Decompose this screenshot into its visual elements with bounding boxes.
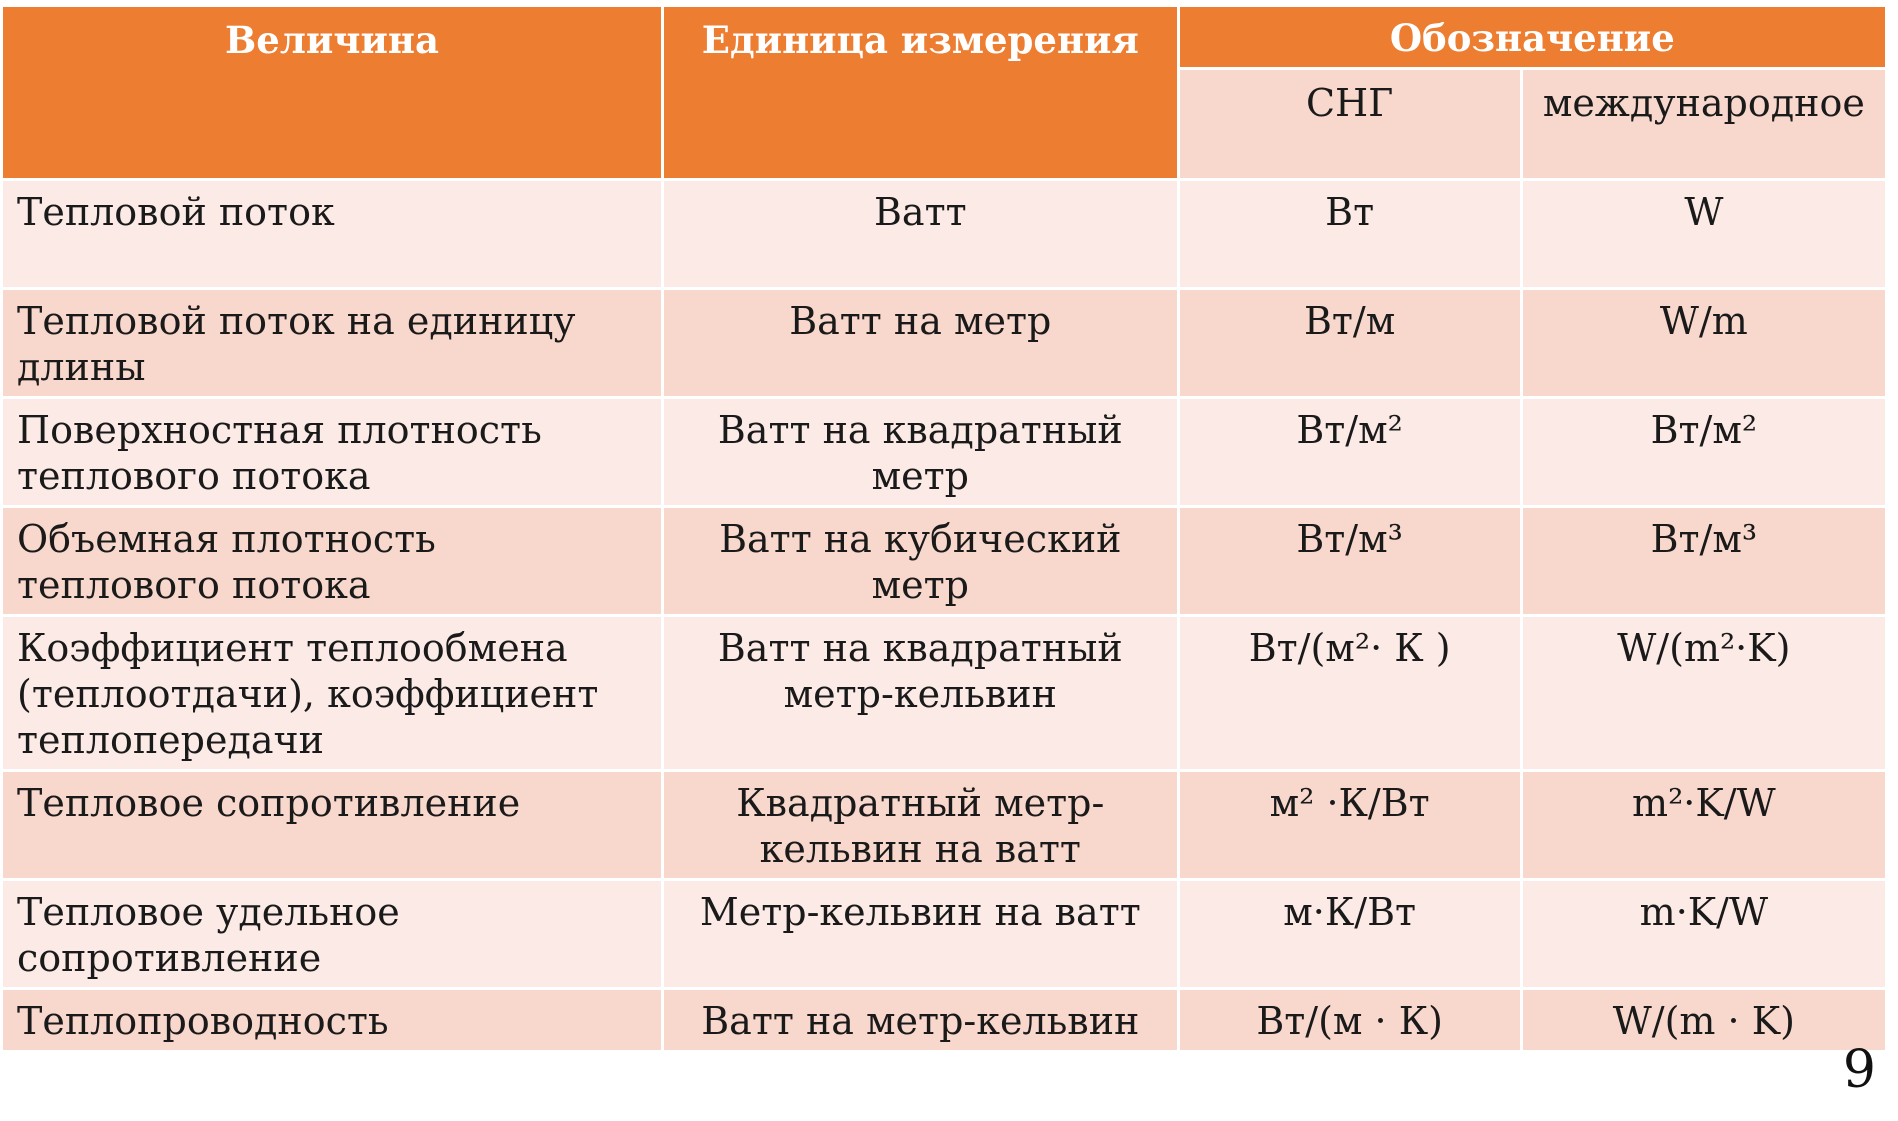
cell-quantity: Поверхностная плотность теплового потока: [3, 399, 661, 505]
cell-unit: Ватт на метр-кельвин: [664, 990, 1177, 1050]
cell-unit: Метр-кельвин на ватт: [664, 881, 1177, 987]
header-cis: СНГ: [1180, 70, 1520, 178]
cell-international: m·K/W: [1523, 881, 1885, 987]
cell-international: Вт/м²: [1523, 399, 1885, 505]
header-row: [3, 7, 1885, 67]
cell-quantity: Коэффициент теплообмена (теплоотдачи), коэффициент теплопередачи: [3, 617, 661, 769]
cell-cis: Вт: [1180, 181, 1520, 287]
table-row: [3, 617, 1885, 769]
table-row: [3, 508, 1885, 614]
cell-unit: Ватт: [664, 181, 1177, 287]
table-row: [3, 181, 1885, 287]
cell-cis: м·К/Вт: [1180, 881, 1520, 987]
cell-quantity: Тепловое удельное сопротивление: [3, 881, 661, 987]
cell-cis: Вт/(м · К): [1180, 990, 1520, 1050]
cell-cis: Вт/м: [1180, 290, 1520, 396]
table-row: [3, 772, 1885, 878]
page-number: 9: [1842, 1040, 1876, 1100]
cell-quantity: Объемная плотность теплового потока: [3, 508, 661, 614]
cell-unit: Ватт на метр: [664, 290, 1177, 396]
header-unit: Единица измерения: [664, 7, 1177, 178]
cell-international: W: [1523, 181, 1885, 287]
units-table: [0, 4, 1888, 1053]
cell-international: m²·K/W: [1523, 772, 1885, 878]
cell-unit: Ватт на квадратный метр-кельвин: [664, 617, 1177, 769]
cell-unit: Ватт на кубический метр: [664, 508, 1177, 614]
cell-international: W/(m²·K): [1523, 617, 1885, 769]
cell-quantity: Тепловой поток на единицу длины: [3, 290, 661, 396]
cell-cis: Вт/м³: [1180, 508, 1520, 614]
table-row: [3, 881, 1885, 987]
cell-cis: Вт/м²: [1180, 399, 1520, 505]
cell-international: Вт/м³: [1523, 508, 1885, 614]
table-row: [3, 399, 1885, 505]
table-row: [3, 290, 1885, 396]
cell-international: W/(m · K): [1523, 990, 1885, 1050]
cell-quantity: Тепловой поток: [3, 181, 661, 287]
header-designation: Обозначение: [1180, 7, 1885, 67]
cell-cis: м² ·К/Вт: [1180, 772, 1520, 878]
table-row: [3, 990, 1885, 1050]
cell-unit: Ватт на квадратный метр: [664, 399, 1177, 505]
header-quantity: Величина: [3, 7, 661, 178]
cell-unit: Квадратный метр-кельвин на ватт: [664, 772, 1177, 878]
cell-quantity: Теплопроводность: [3, 990, 661, 1050]
cell-international: W/m: [1523, 290, 1885, 396]
header-international: международное: [1523, 70, 1885, 178]
cell-quantity: Тепловое сопротивление: [3, 772, 661, 878]
cell-cis: Вт/(м²· К ): [1180, 617, 1520, 769]
